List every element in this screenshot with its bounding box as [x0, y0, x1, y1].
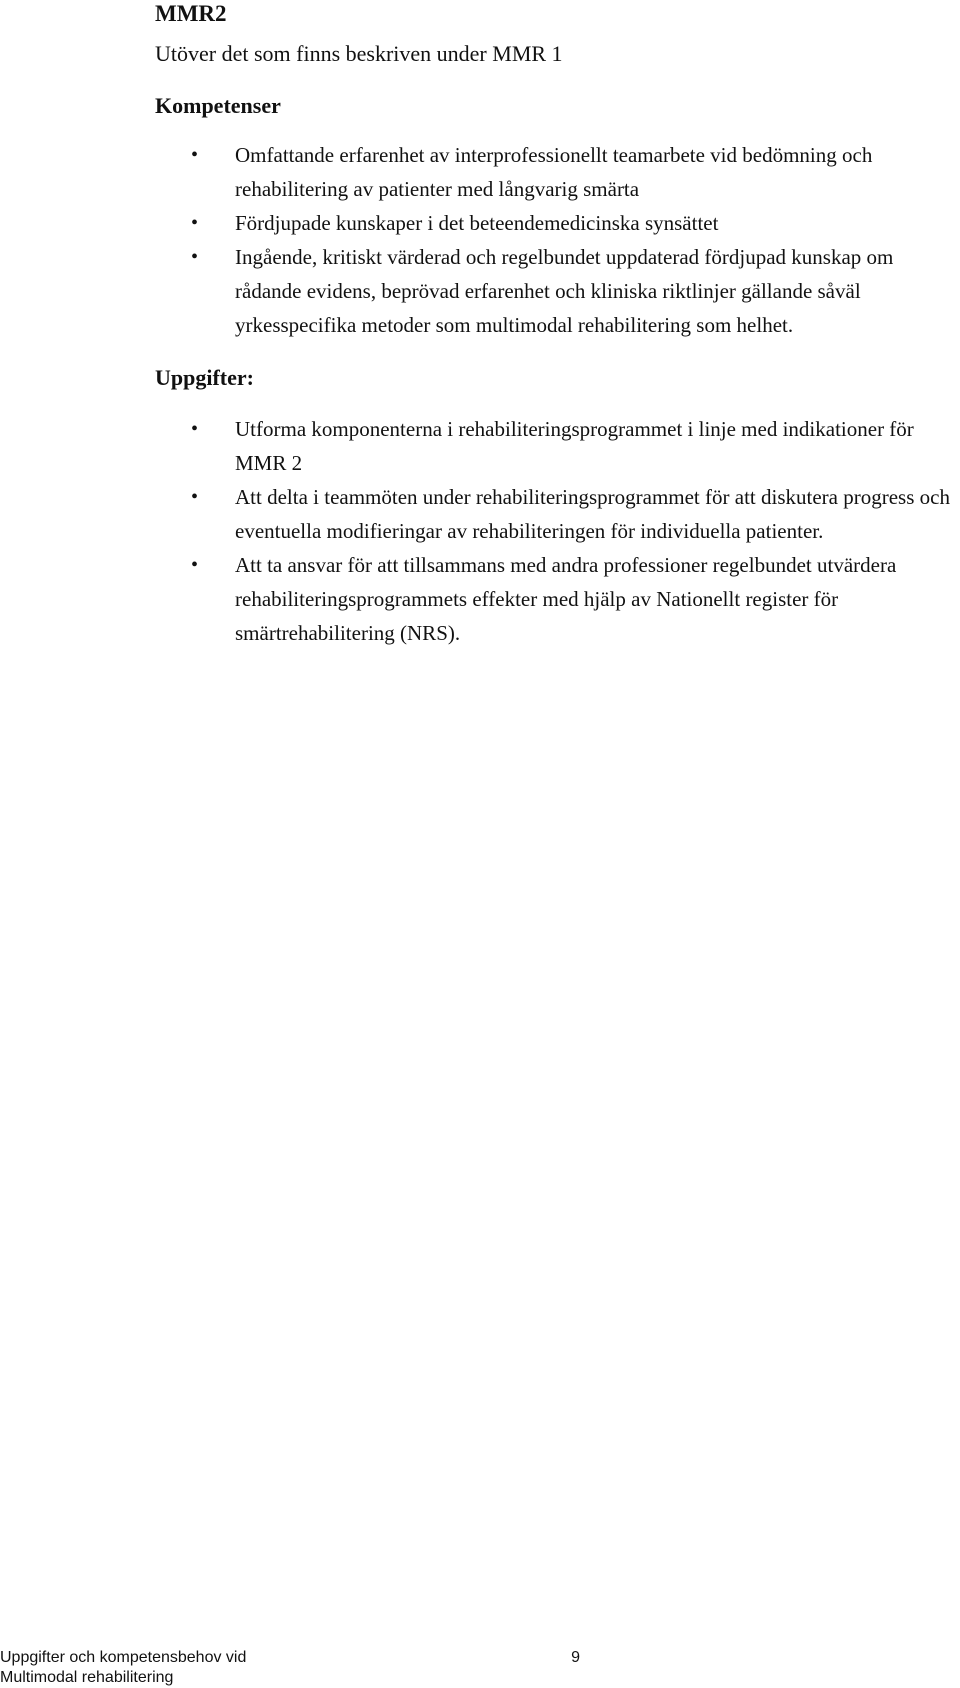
bullet-icon: •	[191, 212, 199, 234]
footer-title-line2: Multimodal rehabilitering	[0, 1669, 174, 1686]
list-item-text: Omfattande erfarenhet av interprofessionellt teamarbete vid bedömning och rehabilitering av patienter med långvarig smärta	[235, 143, 873, 201]
bullet-icon: •	[191, 246, 199, 268]
footer-title-line1: Uppgifter och kompetensbehov vid	[0, 1649, 247, 1666]
list-item	[155, 138, 955, 206]
bullet-icon: •	[191, 418, 199, 440]
list-item-text: Fördjupade kunskaper i det beteendemedicinska synsättet	[235, 211, 719, 235]
list-item-text: Att delta i teammöten under rehabiliteringsprogrammet för att diskutera progress och eventuella modifieringar av rehabiliteringen för individuella patienter.	[235, 485, 950, 543]
document-body	[155, 0, 960, 650]
uppgifter-list	[155, 412, 960, 650]
page-number: 9	[571, 1649, 580, 1666]
bullet-icon: •	[191, 554, 199, 576]
list-item	[155, 206, 955, 240]
list-item-text: Utforma komponenterna i rehabiliteringsprogrammet i linje med indikationer för MMR 2	[235, 417, 914, 475]
page-footer	[0, 1648, 620, 1688]
list-item-text: Ingående, kritiskt värderad och regelbundet uppdaterad fördjupad kunskap om rådande evidens, beprövad erfarenhet och kliniska riktlinjer gällande såväl yrkesspecifika metoder som multimodal rehabilitering som helhet.	[235, 245, 894, 337]
intro-text: Utöver det som finns beskriven under MMR 1	[155, 41, 563, 66]
list-item	[155, 412, 955, 480]
list-item-text: Att ta ansvar för att tillsammans med andra professioner regelbundet utvärdera rehabiliteringsprogrammets effekter med hjälp av Nationellt register för smärtrehabilitering (NRS).	[235, 553, 897, 645]
bullet-icon: •	[191, 486, 199, 508]
kompetenser-list	[155, 138, 960, 342]
list-item	[155, 480, 955, 548]
page-title: MMR2	[155, 1, 227, 26]
section-heading-kompetenser: Kompetenser	[155, 93, 281, 118]
section-heading-uppgifter: Uppgifter:	[155, 365, 254, 390]
list-item	[155, 240, 955, 342]
list-item	[155, 548, 955, 650]
bullet-icon: •	[191, 144, 199, 166]
